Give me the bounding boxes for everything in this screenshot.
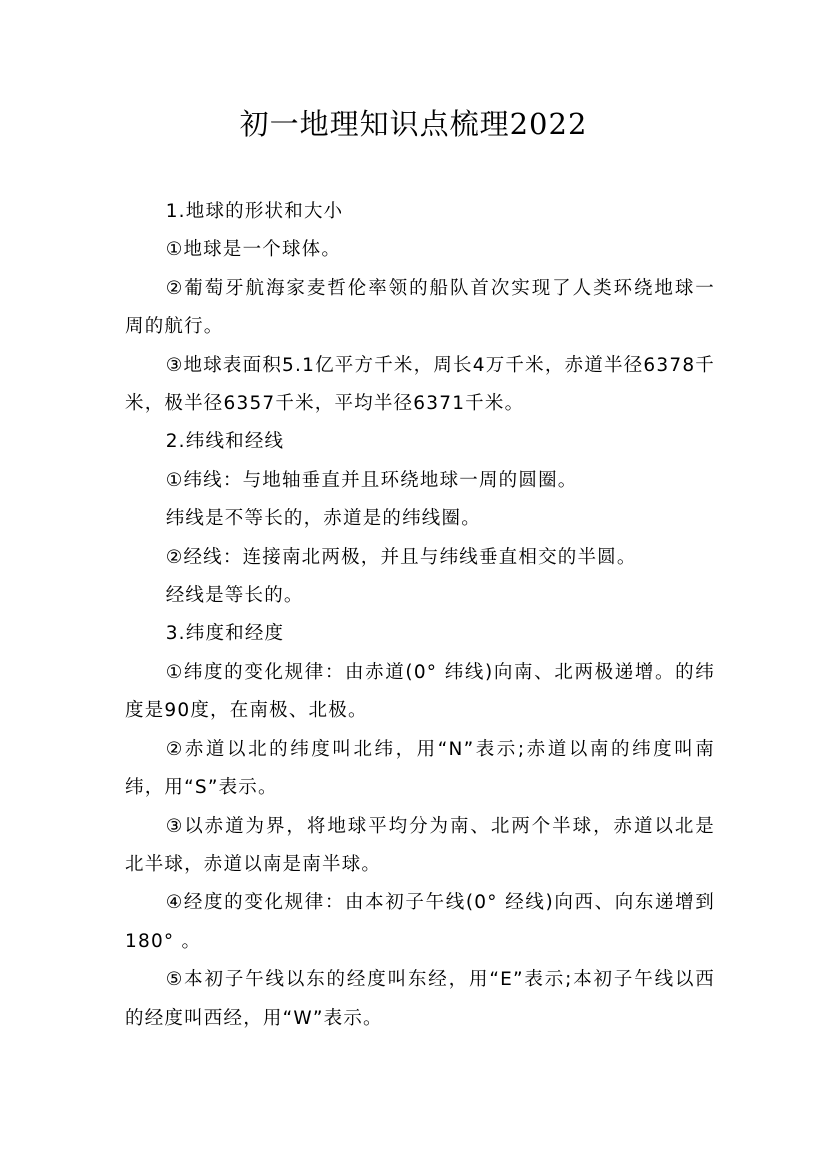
paragraph: ②经线：连接南北两极，并且与纬线垂直相交的半圆。	[165, 546, 637, 568]
paragraph: 经线是等长的。	[165, 585, 304, 607]
paragraph: ②赤道以北的纬度叫北纬，用“N”表示;赤道以南的纬度叫南纬，用“S”表示。	[125, 738, 715, 799]
section-heading: 2.纬线和经线	[165, 431, 285, 453]
paragraph: ③以赤道为界，将地球平均分为南、北两个半球，赤道以北是北半球，赤道以南是南半球。	[125, 815, 715, 875]
section-heading: 1.地球的形状和大小	[165, 201, 344, 222]
paragraph: ④经度的变化规律：由本初子午线(0° 经线)向西、向东递增到180° 。	[125, 892, 715, 952]
paragraph: ①纬度的变化规律：由赤道(0° 纬线)向南、北两极递增。的纬度是90度，在南极、北极。	[125, 661, 715, 722]
paragraph: ①地球是一个球体。	[165, 239, 342, 261]
document-title: 初一地理知识点梳理2022	[239, 107, 588, 141]
paragraph: ③地球表面积5.1亿平方千米，周长4万千米，赤道半径6378千米，极半径6357千米，平均半径6371千米。	[125, 354, 715, 415]
paragraph: ⑤本初子午线以东的经度叫东经，用“E”表示;本初子午线以西的经度叫西经，用“W”表示。	[125, 969, 715, 1029]
document-body	[125, 193, 715, 1038]
paragraph: 纬线是不等长的，赤道是的纬线圈。	[165, 508, 481, 530]
section-heading: 3.纬度和经度	[165, 623, 285, 645]
paragraph: ①纬线：与地轴垂直并且环绕地球一周的圆圈。	[165, 469, 578, 491]
paragraph: ②葡萄牙航海家麦哲伦率领的船队首次实现了人类环绕地球一周的航行。	[125, 277, 715, 338]
